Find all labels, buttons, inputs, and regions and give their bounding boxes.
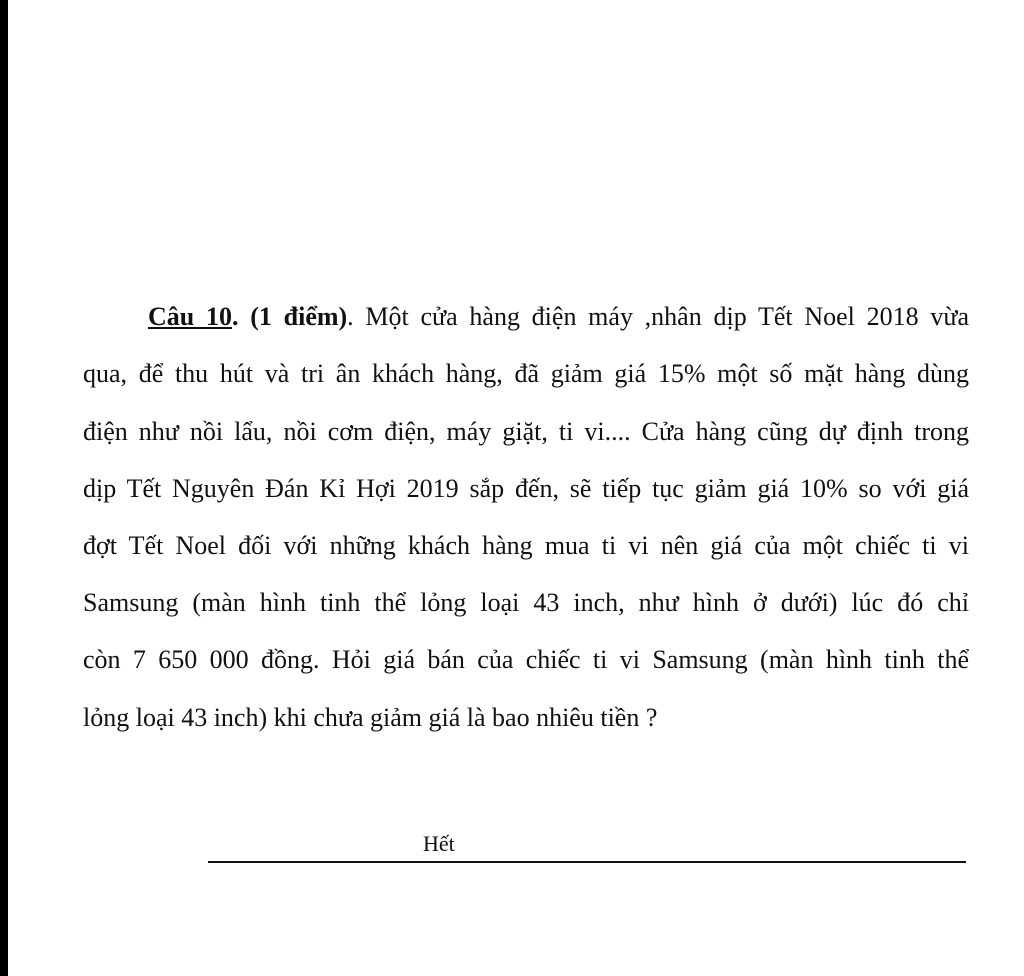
question-first-line <box>148 301 969 333</box>
left-black-border <box>0 0 8 976</box>
question-line-8: lỏng loại 43 inch) khi chưa giảm giá là bao nhiêu tiền ? <box>83 703 658 732</box>
question-line-2: qua, để thu hút và tri ân khách hàng, đã giảm giá 15% một số mặt hàng dùng <box>83 359 969 388</box>
question-points: (1 điểm) <box>250 302 348 331</box>
question-first-line-text: . Một cửa hàng điện máy ,nhân dịp Tết Noel 2018 vừa <box>347 302 969 331</box>
question-line-6: Samsung (màn hình tinh thể lỏng loại 43 inch, như hình ở dưới) lúc đó chỉ <box>83 588 969 617</box>
end-rule <box>208 861 966 863</box>
end-text: Hết <box>423 831 455 856</box>
question-number-separator: . <box>231 302 251 331</box>
question-number: Câu 10 <box>148 302 232 331</box>
question-line-3: điện như nồi lẩu, nồi cơm điện, máy giặt, ti vi.... Cửa hàng cũng dự định trong <box>83 417 969 446</box>
question-line-7: còn 7 650 000 đồng. Hỏi giá bán của chiếc ti vi Samsung (màn hình tinh thể <box>83 645 969 674</box>
question-line-4: dịp Tết Nguyên Đán Kỉ Hợi 2019 sắp đến, sẽ tiếp tục giảm giá 10% so với giá <box>83 474 969 503</box>
question-line-5: đợt Tết Noel đối với những khách hàng mua ti vi nên giá của một chiếc ti vi <box>83 531 969 560</box>
